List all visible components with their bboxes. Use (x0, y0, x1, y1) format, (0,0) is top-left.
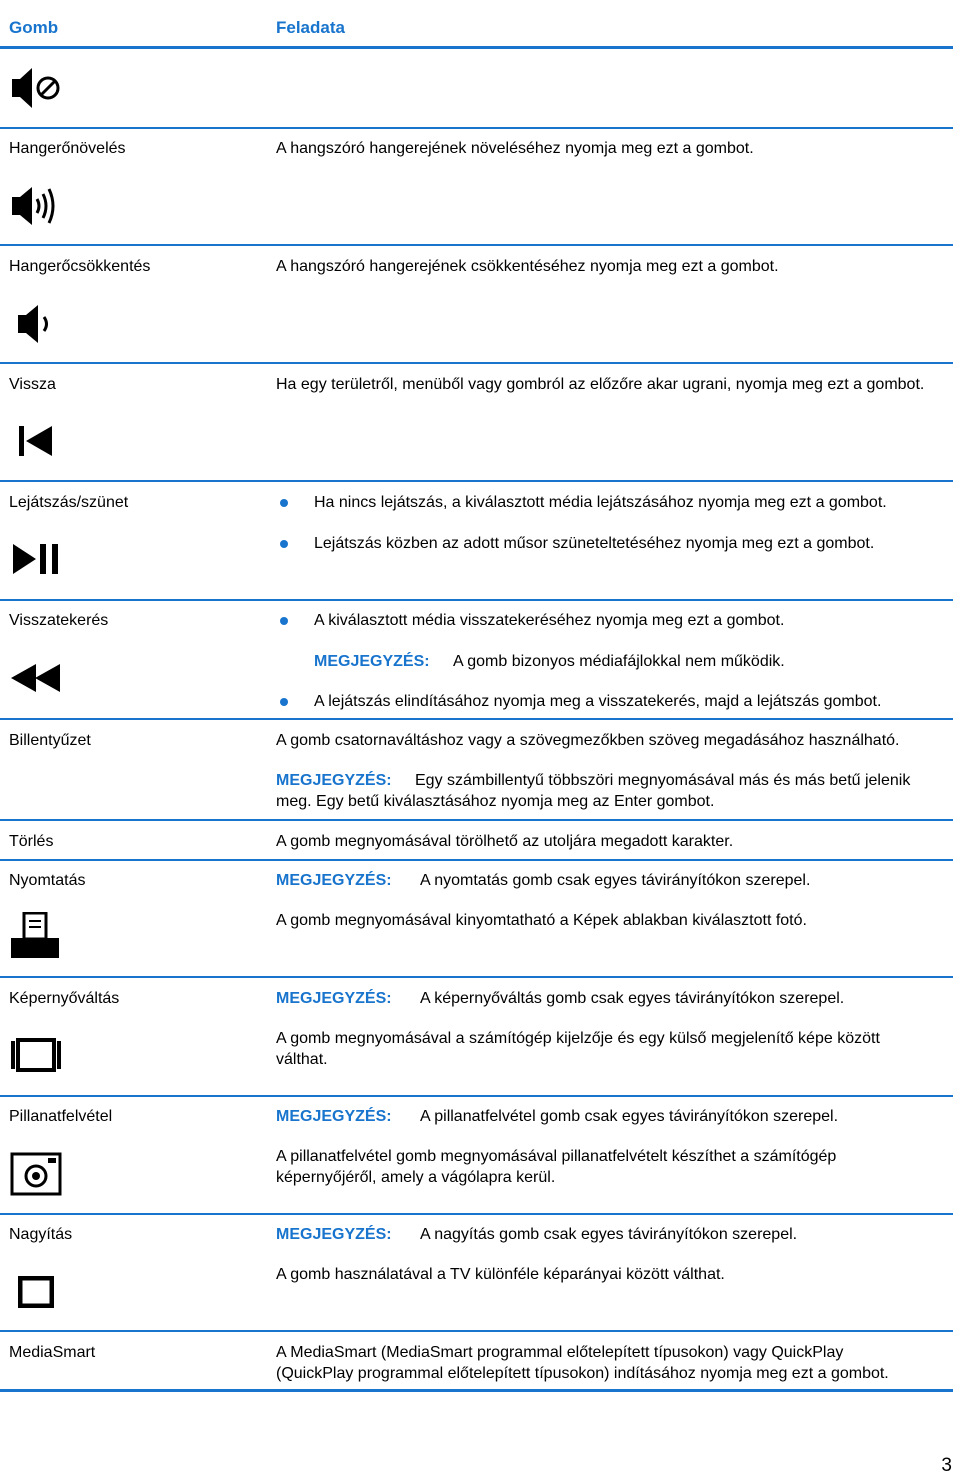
desc-display-switch-2: válthat. (276, 1051, 328, 1068)
button-name-snapshot: Pillanatfelvétel (9, 1108, 113, 1125)
bullet (280, 499, 288, 507)
row-divider (0, 819, 953, 821)
volume-up-icon (10, 185, 62, 227)
button-name-zoom: Nagyítás (9, 1226, 73, 1243)
row-divider (0, 480, 953, 482)
button-name-volume-up: Hangerőnövelés (9, 140, 126, 157)
page-number: 3 (941, 1455, 952, 1476)
header-rule (0, 46, 953, 49)
note-print: A nyomtatás gomb csak egyes távirányítókon szerepel. (420, 872, 811, 889)
volume-down-icon (16, 303, 56, 345)
row-divider (0, 718, 953, 720)
desc-back: Ha egy területről, menüből vagy gombról az előzőre akar ugrani, nyomja meg ezt a gombot. (276, 376, 925, 393)
desc-display-switch-1: A gomb megnyomásával a számítógép kijelzője és egy külső megjelenítő képe között (276, 1030, 880, 1047)
desc-snapshot-2: képernyőjéről, amely a vágólapra kerül. (276, 1169, 556, 1186)
desc-print: A gomb megnyomásával kinyomtatható a Képek ablakban kiválasztott fotó. (276, 912, 807, 929)
desc-volume-up: A hangszóró hangerejének növeléséhez nyomja meg ezt a gombot. (276, 140, 754, 157)
desc-zoom: A gomb használatával a TV különféle képarányai között válthat. (276, 1266, 725, 1283)
desc-rewind-2: A lejátszás elindításához nyomja meg a visszatekerés, majd a lejátszás gombot. (314, 693, 882, 710)
bullet (280, 617, 288, 625)
row-divider (0, 362, 953, 364)
mute-speaker-icon (10, 66, 62, 110)
row-divider (0, 244, 953, 246)
desc-snapshot-1: A pillanatfelvétel gomb megnyomásával pillanatfelvételt készíthet a számítógép (276, 1148, 837, 1165)
note-label: MEGJEGYZÉS: (276, 872, 392, 889)
row-divider (0, 127, 953, 129)
button-name-rewind: Visszatekerés (9, 612, 109, 629)
play-pause-icon (12, 542, 62, 576)
desc-play-pause-2: Lejátszás közben az adott műsor szüneteltetéséhez nyomja meg ezt a gombot. (314, 535, 875, 552)
desc-play-pause-1: Ha nincs lejátszás, a kiválasztott média lejátszásához nyomja meg ezt a gombot. (314, 494, 887, 511)
button-name-display-switch: Képernyőváltás (9, 990, 120, 1007)
button-name-print: Nyomtatás (9, 872, 86, 889)
desc-volume-down: A hangszóró hangerejének csökkentéséhez nyomja meg ezt a gombot. (276, 258, 779, 275)
row-divider (0, 859, 953, 861)
desc-mediasmart-1: A MediaSmart (MediaSmart programmal előtelepített típusokon) vagy QuickPlay (276, 1344, 844, 1361)
note-keypad-2: meg. Egy betű kiválasztásához nyomja meg az Enter gombot. (276, 793, 715, 810)
zoom-icon (18, 1276, 54, 1308)
desc-mediasmart-2: (QuickPlay programmal előtelepített típusokon) indításához nyomja meg ezt a gombot. (276, 1365, 889, 1382)
note-snapshot: A pillanatfelvétel gomb csak egyes távirányítókon szerepel. (420, 1108, 839, 1125)
note-zoom: A nagyítás gomb csak egyes távirányítókon szerepel. (420, 1226, 798, 1243)
table-bottom-rule (0, 1389, 953, 1392)
desc-keypad: A gomb csatornaváltáshoz vagy a szövegmezőkben szöveg megadásához használható. (276, 732, 900, 749)
row-divider (0, 599, 953, 601)
row-divider (0, 976, 953, 978)
desc-delete: A gomb megnyomásával törölhető az utoljára megadott karakter. (276, 833, 734, 850)
column-header-function: Feladata (276, 18, 345, 37)
note-display-switch: A képernyőváltás gomb csak egyes távirányítókon szerepel. (420, 990, 845, 1007)
button-name-play-pause: Lejátszás/szünet (9, 494, 129, 511)
column-header-button: Gomb (9, 18, 59, 37)
button-name-mediasmart: MediaSmart (9, 1344, 96, 1361)
row-divider (0, 1330, 953, 1332)
note-label: MEGJEGYZÉS: (314, 653, 430, 670)
note-label: MEGJEGYZÉS: (276, 772, 392, 789)
desc-rewind-1: A kiválasztott média visszatekeréséhez nyomja meg ezt a gombot. (314, 612, 785, 629)
row-divider (0, 1213, 953, 1215)
camera-icon (10, 1152, 62, 1196)
note-label: MEGJEGYZÉS: (276, 990, 392, 1007)
button-name-back: Vissza (9, 376, 56, 393)
bullet (280, 698, 288, 706)
rewind-icon (10, 662, 62, 694)
bullet (280, 540, 288, 548)
note-label: MEGJEGYZÉS: (276, 1108, 392, 1125)
row-divider (0, 1095, 953, 1097)
note-keypad-1: Egy számbillentyű többszöri megnyomásával más és más betű jelenik (415, 772, 911, 789)
button-name-delete: Törlés (9, 833, 54, 850)
display-switch-icon (10, 1038, 62, 1072)
button-name-keypad: Billentyűzet (9, 732, 91, 749)
back-icon (18, 425, 54, 457)
note-rewind: A gomb bizonyos médiafájlokkal nem működik. (453, 653, 785, 670)
printer-icon (10, 912, 62, 962)
note-label: MEGJEGYZÉS: (276, 1226, 392, 1243)
button-name-volume-down: Hangerőcsökkentés (9, 258, 151, 275)
